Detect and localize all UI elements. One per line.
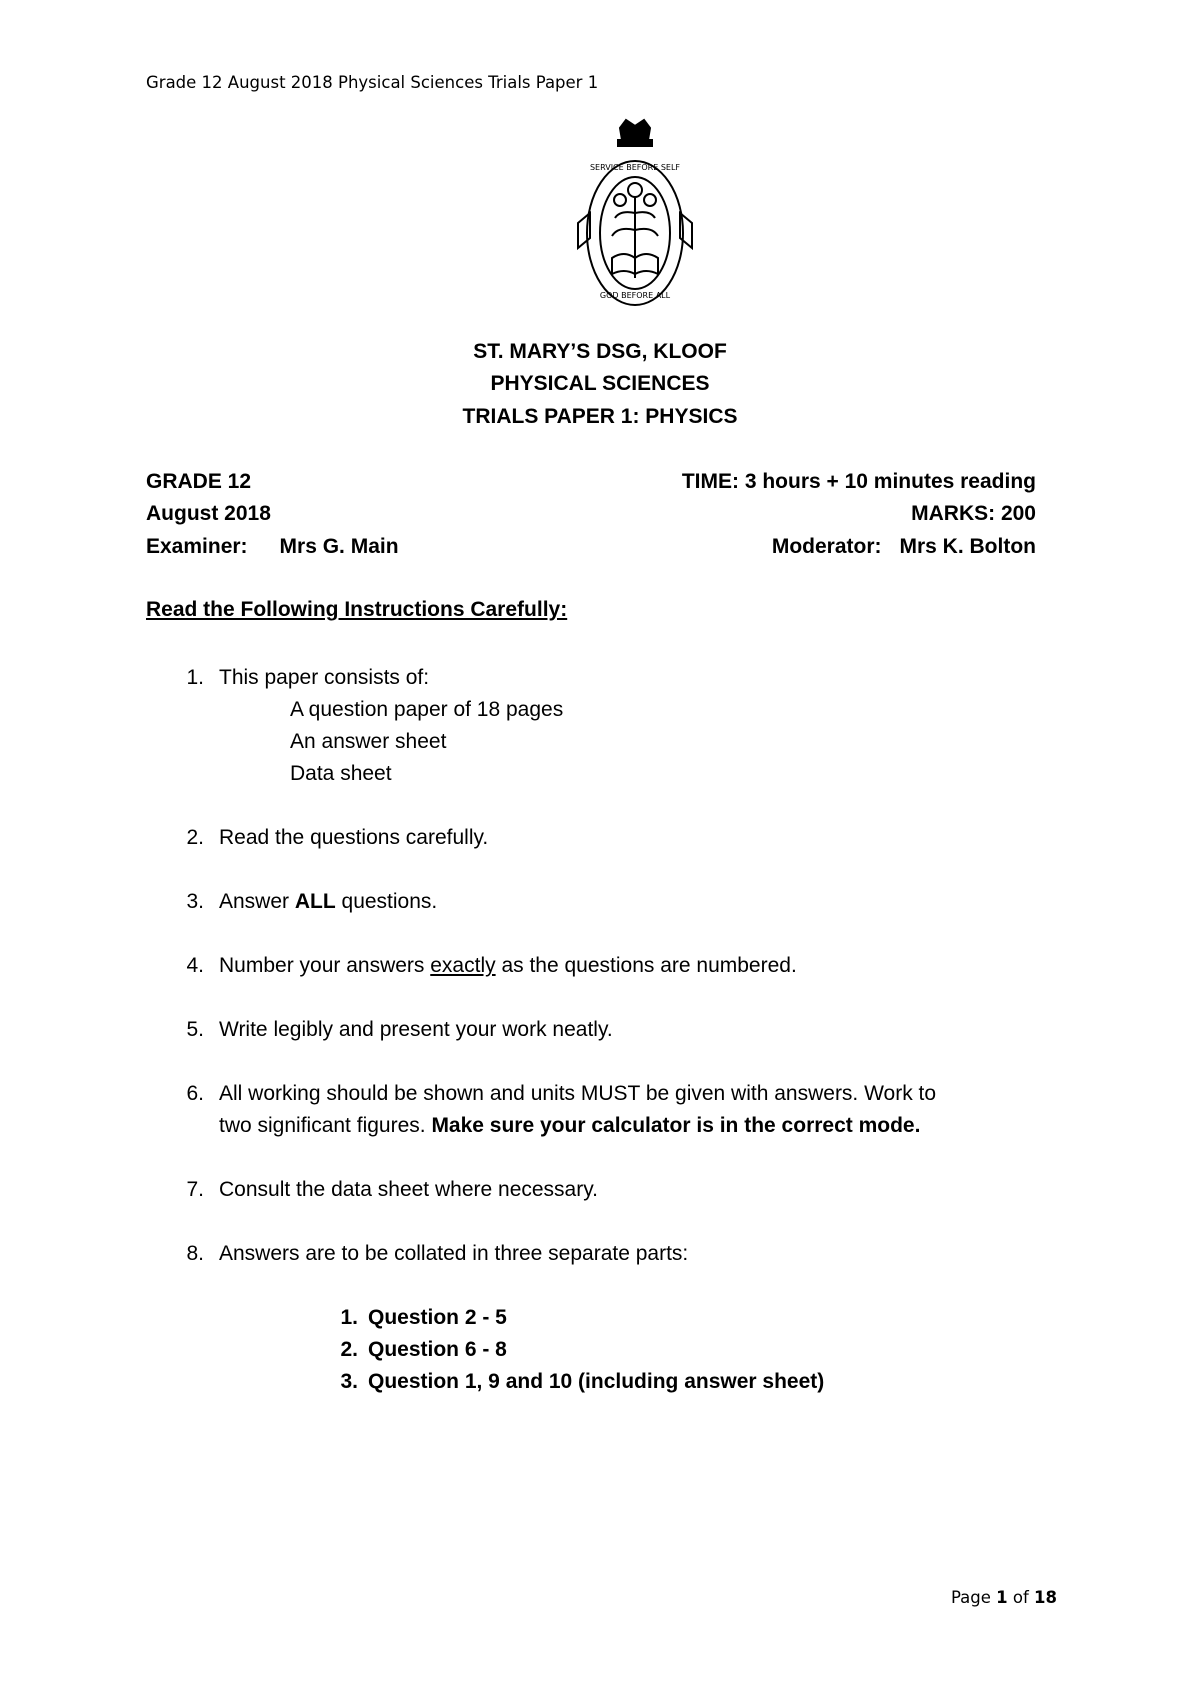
item-text: This paper consists of: (219, 666, 430, 689)
paper-component: An answer sheet (290, 730, 447, 753)
item-number: 3. (186, 890, 204, 913)
examiner-label: Examiner: (146, 535, 248, 558)
item-text: Read the questions carefully. (219, 826, 489, 849)
running-header: Grade 12 August 2018 Physical Sciences Trials Paper 1 (146, 73, 599, 92)
crest-lower-motto: GOD BEFORE ALL (599, 291, 671, 300)
examiner-name: Mrs G. Main (279, 535, 399, 558)
time-label: TIME: 3 hours + 10 minutes reading (681, 470, 1036, 493)
item-text: Consult the data sheet where necessary. (219, 1178, 598, 1201)
item-text: Number your answers exactly as the questions are numbered. (219, 954, 797, 977)
item-number: 5. (186, 1018, 204, 1041)
item-number: 4. (186, 954, 204, 977)
page-number-footer: Page 1 of 18 (950, 1588, 1057, 1607)
moderator-row (772, 535, 1036, 559)
instructions-heading: Read the Following Instructions Carefully: (146, 598, 568, 621)
paper-title: TRIALS PAPER 1: PHYSICS (462, 405, 738, 428)
paper-component: Data sheet (290, 762, 392, 785)
item-number: 2. (186, 826, 204, 849)
item-number: 8. (186, 1242, 204, 1265)
subject-title: PHYSICAL SCIENCES (490, 372, 710, 395)
item-text: Answers are to be collated in three separate parts: (219, 1242, 689, 1265)
paper-component: A question paper of 18 pages (290, 698, 564, 721)
item-number: 6. (186, 1082, 204, 1105)
school-crest-logo (570, 118, 700, 323)
crest-upper-motto: SERVICE BEFORE SELF (589, 163, 681, 172)
moderator-label: Moderator: (771, 535, 882, 558)
item-number: 1. (186, 666, 204, 689)
item-text: Write legibly and present your work neatly. (219, 1018, 613, 1041)
item-number: 7. (186, 1178, 204, 1201)
examiner-row (146, 535, 399, 559)
marks-label: MARKS: 200 (911, 502, 1036, 525)
grade-label: GRADE 12 (146, 470, 252, 493)
item-text: two significant figures. Make sure your calculator is in the correct mode. (219, 1114, 921, 1137)
school-name: ST. MARY’S DSG, KLOOF (473, 340, 727, 363)
exam-page: Grade 12 August 2018 Physical Sciences Trials Paper 1 SERVICE BEFORE SELF GOD BEFORE ALL ST. MARY’S DSG, KLOOF PHYSICAL SCIENCES TRIALS PAPER 1: PHYSICS GRADE 12 TIME: 3 hours + 10 minutes reading August 2018 MARKS: 200 Examiner: Mrs G. Main Moderator: Mrs K. Bolton Read the Following Instructions Carefully: 1. This paper consists of: A question paper of 18 pages An answer sheet Data sheet 2. Read the questions carefully. 3. Answer ALL questions. 4. Number your answers exactly as the questions are numbered. 5. Write legibly and present your work neatly. 6. All working should be shown and units MUST be given with answers. Work to two significant figures. Make sure your calculator is in the correct mode. 7. Consult the data sheet where necessary. 8. Answers are to be collated in three separate parts: 1. Question 2 - 5 2. Question 6 - 8 3. Question 1, 9 and 10 (including answer sheet) Page 1 of 18 (0, 0, 1200, 1696)
item-text: All working should be shown and units MUST be given with answers. Work to (219, 1082, 937, 1105)
date-label: August 2018 (146, 502, 271, 525)
item-text: Answer ALL questions. (219, 890, 438, 913)
moderator-name: Mrs K. Bolton (899, 535, 1036, 558)
